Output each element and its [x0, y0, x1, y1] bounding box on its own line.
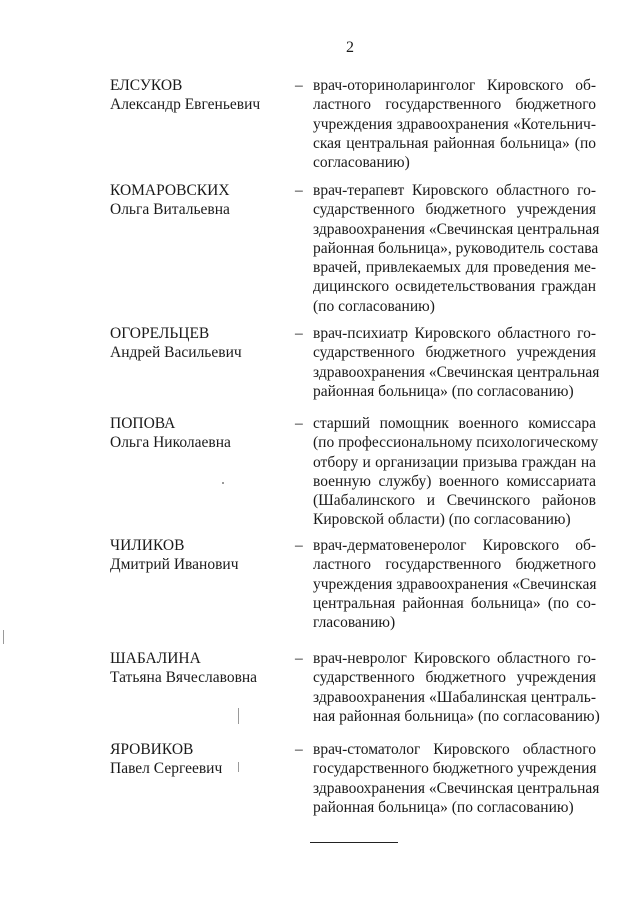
position-line: (по профессиональному психологическому [313, 434, 599, 452]
member-surname: КОМАРОВСКИХ [110, 182, 230, 199]
position-line: ластного государственного бюджетного [313, 556, 596, 574]
member-name [110, 414, 290, 452]
dash-separator: – [295, 415, 303, 432]
position-line: врачей, привлекаемых для проведения ме- [313, 259, 596, 277]
position-line: военную службу) военного комиссариата [313, 472, 596, 490]
page-number: 2 [346, 39, 354, 56]
position-line: врач-стоматолог Кировского областного [313, 741, 596, 758]
position-line: (по согласованию) [313, 297, 435, 315]
position-line: районная больница», руководитель состава [313, 239, 599, 257]
position-line: гласованию) [313, 614, 396, 632]
member-name [110, 324, 290, 362]
member-name [110, 536, 290, 574]
member-position [313, 181, 600, 316]
closing-rule [310, 842, 398, 843]
scan-speck [238, 708, 239, 724]
member-given-names: Ольга Николаевна [110, 434, 231, 451]
position-line: районная больница» (по согласованию) [313, 382, 574, 400]
position-line: сударственного бюджетного учреждения [313, 344, 596, 362]
position-line: ная районная больница» (по согласованию) [313, 707, 600, 725]
member-entry [110, 76, 596, 176]
member-surname: ЯРОВИКОВ [110, 741, 194, 758]
position-line: врач-невролог Кировского областного го- [313, 650, 596, 667]
position-line: здравоохранения «Шабалинская централь- [313, 688, 596, 706]
member-position [313, 76, 596, 172]
position-line: врач-дерматовенеролог Кировского об- [313, 537, 596, 554]
position-line: Кировской области) (по согласованию) [313, 511, 571, 529]
position-line: центральная районная больница» (по со- [313, 594, 596, 612]
member-entry [110, 324, 600, 404]
member-name [110, 740, 290, 778]
dash-separator: – [295, 741, 303, 758]
member-name [110, 181, 290, 219]
position-line: врач-психиатр Кировского областного го- [313, 325, 596, 342]
member-position [313, 324, 600, 401]
dash-separator: – [295, 182, 303, 199]
member-surname: ШАБАЛИНА [110, 650, 201, 667]
member-position [313, 414, 599, 530]
dash-separator: – [295, 650, 303, 667]
position-line: согласованию) [313, 154, 410, 172]
position-line: врач-терапевт Кировского областного го- [313, 182, 596, 199]
position-line: здравоохранения «Свечинская центральная [313, 779, 600, 797]
member-given-names: Александр Евгеньевич [110, 96, 261, 113]
position-line: районная больница» (по согласованию) [313, 798, 574, 816]
position-line: дицинского освидетельствования граждан [313, 278, 596, 296]
member-entry [110, 181, 600, 321]
position-line: ластного государственного бюджетного [313, 96, 596, 114]
position-line: отбору и организации призыва граждан на [313, 453, 596, 471]
member-position [313, 536, 596, 632]
member-entry [110, 740, 600, 820]
dash-separator: – [295, 77, 303, 94]
member-position [313, 740, 600, 817]
position-line: здравоохранения «Свечинская центральная [313, 363, 600, 381]
position-line: сударственного бюджетного учреждения [313, 201, 596, 219]
position-line: ская центральная районная больница» (по [313, 134, 596, 152]
member-surname: ПОПОВА [110, 415, 176, 432]
position-line: учреждения здравоохранения «Свечинская [313, 575, 597, 593]
member-name [110, 76, 290, 114]
position-line: здравоохранения «Свечинская центральная [313, 220, 600, 238]
member-position [313, 649, 600, 726]
position-line: старший помощник военного комиссара [313, 415, 596, 432]
member-given-names: Андрей Васильевич [110, 344, 242, 361]
dash-separator: – [295, 537, 303, 554]
member-entry [110, 536, 596, 636]
position-line: сударственного бюджетного учреждения [313, 669, 596, 687]
position-line: учреждения здравоохранения «Котельнич- [313, 115, 596, 133]
position-line: врач-оториноларинголог Кировского об- [313, 77, 596, 94]
member-given-names: Татьяна Вячеславовна [110, 669, 258, 686]
member-surname: ЧИЛИКОВ [110, 537, 185, 554]
member-entry [110, 414, 599, 534]
dash-separator: – [295, 325, 303, 342]
scan-speck [238, 762, 239, 772]
scan-speck [222, 482, 224, 484]
member-given-names: Ольга Витальевна [110, 201, 230, 218]
member-surname: ОГОРЕЛЬЦЕВ [110, 325, 210, 342]
position-line: (Шабалинского и Свечинского районов [313, 492, 596, 510]
member-given-names: Дмитрий Иванович [110, 556, 239, 573]
position-line: государственного бюджетного учреждения [313, 760, 597, 778]
member-entry [110, 649, 600, 729]
member-surname: ЕЛСУКОВ [110, 77, 183, 94]
member-given-names: Павел Сергеевич [110, 760, 223, 777]
member-name [110, 649, 290, 687]
scan-speck [3, 630, 4, 644]
